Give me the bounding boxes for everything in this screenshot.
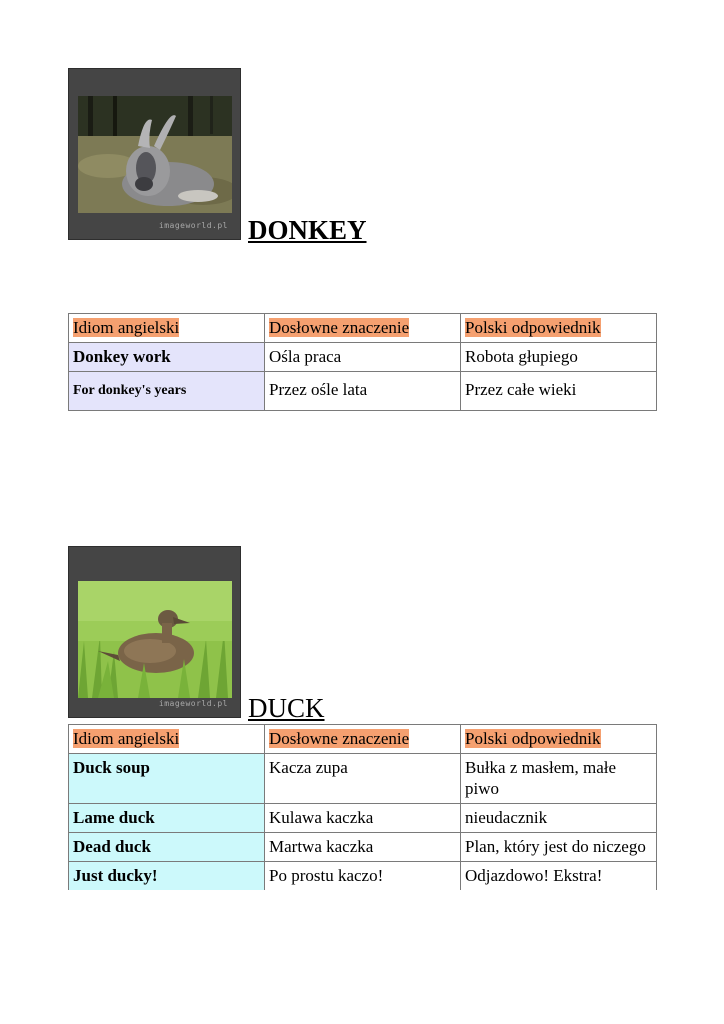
idiom-cell: Lame duck <box>69 804 265 833</box>
polish-cell: Przez całe wieki <box>461 372 657 411</box>
literal-cell: Martwa kaczka <box>265 833 461 862</box>
header-cell: Dosłowne znaczenie <box>265 725 461 754</box>
polish-cell: Plan, który jest do niczego <box>461 833 657 862</box>
header-cell: Idiom angielski <box>69 725 265 754</box>
idiom-cell: For donkey's years <box>69 372 265 411</box>
literal-cell: Po prostu kaczo! <box>265 862 461 891</box>
donkey-photo <box>68 68 241 240</box>
header-cell: Dosłowne znaczenie <box>265 314 461 343</box>
header-cell: Idiom angielski <box>69 314 265 343</box>
table-row <box>69 343 657 372</box>
idiom-cell: Dead duck <box>69 833 265 862</box>
donkey-watermark: imageworld.pl <box>158 221 228 230</box>
duck-watermark: imageworld.pl <box>158 699 228 708</box>
polish-cell: nieudacznik <box>461 804 657 833</box>
table-header-row <box>69 725 657 754</box>
donkey-idiom-table <box>68 313 657 411</box>
duck-idiom-table <box>68 724 657 890</box>
duck-image <box>78 581 232 698</box>
duck-heading: DUCK <box>248 693 325 723</box>
duck-photo <box>68 546 241 718</box>
donkey-heading: DONKEY <box>248 215 367 245</box>
table-header-row <box>69 314 657 343</box>
literal-cell: Ośla praca <box>265 343 461 372</box>
table-row <box>69 754 657 804</box>
literal-cell: Kulawa kaczka <box>265 804 461 833</box>
table-row <box>69 862 657 891</box>
donkey-image <box>78 96 232 213</box>
literal-cell: Kacza zupa <box>265 754 461 804</box>
idiom-cell: Just ducky! <box>69 862 265 891</box>
polish-cell: Odjazdowo! Ekstra! <box>461 862 657 891</box>
table-row <box>69 372 657 411</box>
polish-cell: Robota głupiego <box>461 343 657 372</box>
literal-cell: Przez ośle lata <box>265 372 461 411</box>
polish-cell: Bułka z masłem, małe piwo <box>461 754 657 804</box>
table-row <box>69 833 657 862</box>
idiom-cell: Donkey work <box>69 343 265 372</box>
idiom-cell: Duck soup <box>69 754 265 804</box>
header-cell: Polski odpowiednik <box>461 725 657 754</box>
header-cell: Polski odpowiednik <box>461 314 657 343</box>
table-row <box>69 804 657 833</box>
